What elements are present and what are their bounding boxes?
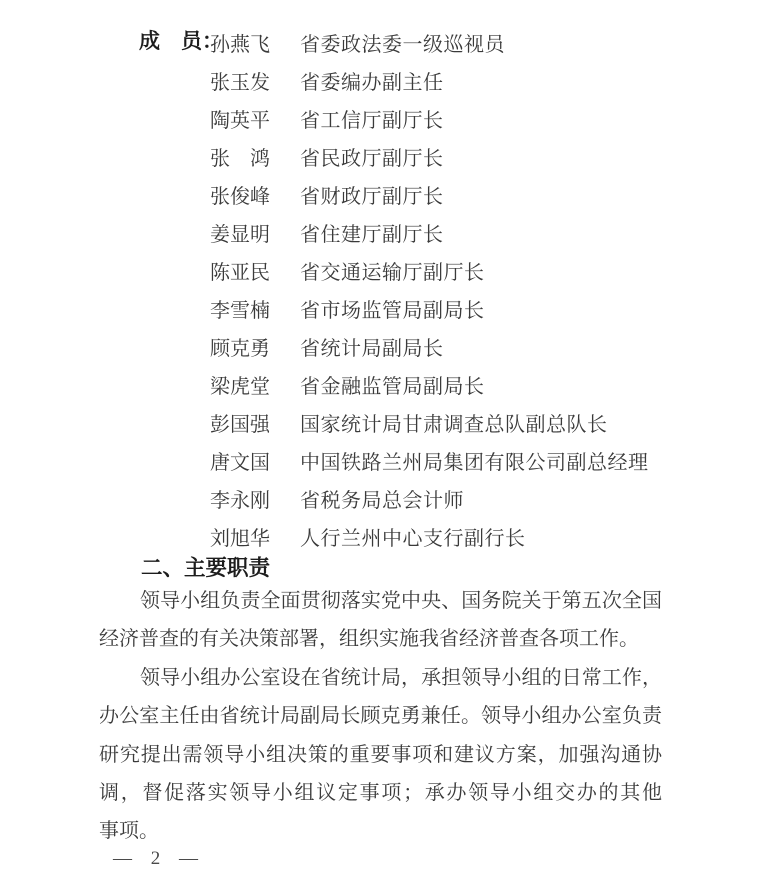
member-row xyxy=(210,327,649,365)
member-row xyxy=(210,365,649,403)
member-row xyxy=(210,175,649,213)
member-name: 孙燕飞 xyxy=(210,33,270,56)
paragraph-line: 领导小组负责全面贯彻落实党中央、国务院关于第五次全国 xyxy=(140,590,662,612)
member-name: 彭国强 xyxy=(210,413,270,436)
member-name: 陈亚民 xyxy=(210,261,270,284)
member-title: 省工信厅副厅长 xyxy=(300,109,444,132)
member-name: 唐文国 xyxy=(210,451,270,474)
paragraph-line: 调，督促落实领导小组议定事项；承办领导小组交办的其他 xyxy=(99,781,662,804)
member-title: 省民政厅副厅长 xyxy=(300,147,444,170)
paragraph-line: 研究提出需领导小组决策的重要事项和建议方案，加强沟通协 xyxy=(99,743,662,766)
paragraph-responsibilities xyxy=(99,582,662,659)
member-name: 张玉发 xyxy=(210,71,270,94)
paragraph-line: 事项。 xyxy=(99,820,159,843)
member-row xyxy=(210,213,649,251)
member-title: 省委政法委一级巡视员 xyxy=(300,33,505,56)
member-row xyxy=(210,403,649,441)
member-row xyxy=(210,479,649,517)
member-name: 张 鸿 xyxy=(210,147,270,170)
member-name: 刘旭华 xyxy=(210,527,270,550)
member-name: 张俊峰 xyxy=(210,185,270,208)
member-row xyxy=(210,23,649,61)
member-row xyxy=(210,99,649,137)
member-row xyxy=(210,137,649,175)
member-name: 李雪楠 xyxy=(210,299,270,322)
member-title: 国家统计局甘肃调查总队副总队长 xyxy=(300,413,608,436)
member-name: 陶英平 xyxy=(210,109,270,132)
member-title: 省金融监管局副局长 xyxy=(300,375,485,398)
member-name: 梁虎堂 xyxy=(210,375,270,398)
member-title: 人行兰州中心支行副行长 xyxy=(300,527,526,550)
member-title: 省统计局副局长 xyxy=(300,337,444,360)
members-label: 成 员： xyxy=(139,30,223,53)
member-name: 顾克勇 xyxy=(210,337,270,360)
member-row xyxy=(210,289,649,327)
member-title: 省交通运输厅副厅长 xyxy=(300,261,485,284)
member-title: 省税务局总会计师 xyxy=(300,489,464,512)
paragraph-line: 办公室主任由省统计局副局长顾克勇兼任。领导小组办公室负责 xyxy=(99,705,662,728)
member-name: 李永刚 xyxy=(210,489,270,512)
section-heading: 二、主要职责 xyxy=(141,556,271,580)
member-title: 省住建厅副厅长 xyxy=(300,223,444,246)
member-title: 省委编办副主任 xyxy=(300,71,444,94)
member-title: 中国铁路兰州局集团有限公司副总经理 xyxy=(300,451,649,474)
member-title: 省市场监管局副局长 xyxy=(300,299,485,322)
member-list xyxy=(210,23,649,555)
member-row xyxy=(210,441,649,479)
paragraph-line: 领导小组办公室设在省统计局，承担领导小组的日常工作， xyxy=(140,667,662,689)
member-row xyxy=(210,251,649,289)
paragraph-office xyxy=(99,659,662,850)
member-row xyxy=(210,517,649,555)
page-number: — 2 — xyxy=(113,848,205,869)
member-title: 省财政厅副厅长 xyxy=(300,185,444,208)
paragraph-line: 经济普查的有关决策部署，组织实施我省经济普查各项工作。 xyxy=(99,628,639,651)
member-row xyxy=(210,61,649,99)
member-name: 姜显明 xyxy=(210,223,270,246)
